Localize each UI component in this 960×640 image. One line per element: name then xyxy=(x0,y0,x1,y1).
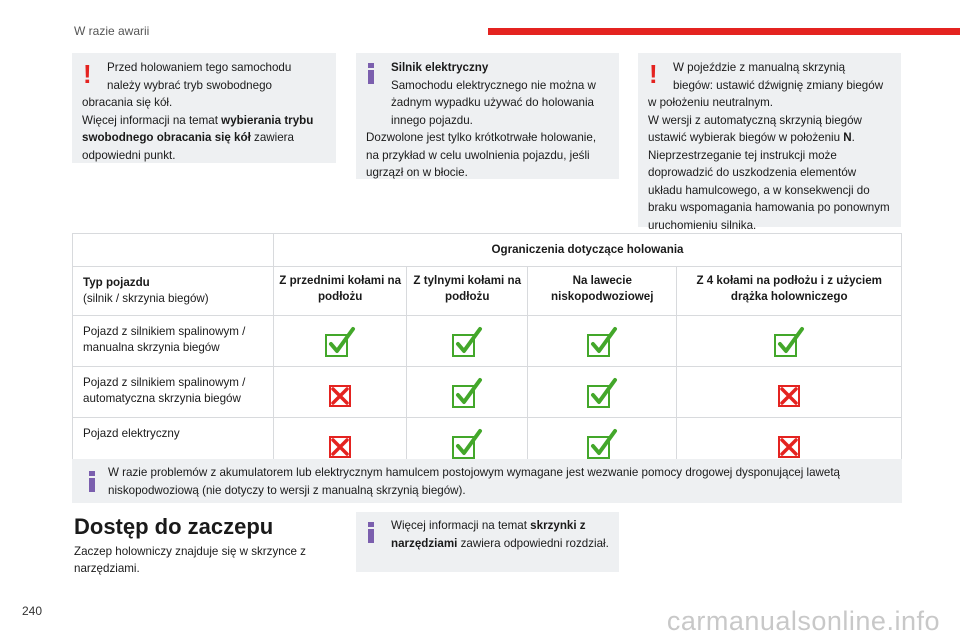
warning-icon: ! xyxy=(649,59,658,89)
note-more-info: Więcej informacji na temat wybierania trybu swobodnego obracania się kół zawiera odpowiedni punkt. xyxy=(82,113,314,162)
row-header-subtitle: (silnik / skrzynia biegów) xyxy=(83,292,209,305)
info-icon xyxy=(368,63,374,84)
towing-limits-table xyxy=(72,233,902,469)
note-line: W pojeździe z manualną skrzynią xyxy=(673,61,846,74)
table-caption: Ograniczenia dotyczące holowania xyxy=(274,234,902,267)
note-warning-text: Nieprzestrzeganie tej instrukcji może doprowadzić do uszkodzenia elementów układu hamulcowego, a w konsekwencji do braku wspomagania hamowania po ponownym uruchomieniu silnika. xyxy=(648,148,890,232)
note-text: Więcej informacji na temat skrzynki z narzędziami zawiera odpowiedni rozdział. xyxy=(391,519,609,550)
note-text: Samochodu elektrycznego nie można w żadnym wypadku używać do holowania innego pojazdu. xyxy=(391,78,596,127)
info-icon xyxy=(89,471,95,492)
table-caption-row xyxy=(73,234,902,267)
allowed-check-icon xyxy=(585,428,619,462)
column-header: Z przednimi kołami na podłożu xyxy=(274,267,407,316)
note-text: W razie problemów z akumulatorem lub elektrycznym hamulcem postojowym wymagane jest wezwanie pomocy drogowej dysponującej lawetą niskopodwoziową (nie dotyczy to wersji z manualną skrzynią biegów). xyxy=(108,466,841,497)
allowed-check-icon xyxy=(450,326,484,360)
note-line: obracania się kół. xyxy=(82,96,173,109)
vehicle-type: Pojazd z silnikiem spalinowym / automatyczna skrzynia biegów xyxy=(73,367,274,418)
status-cell xyxy=(274,367,407,418)
allowed-check-icon xyxy=(450,428,484,462)
page-number: 240 xyxy=(22,604,43,618)
status-cell xyxy=(407,316,528,367)
allowed-check-icon xyxy=(323,326,357,360)
info-note-electric-motor xyxy=(356,53,619,179)
section-heading: Dostęp do zaczepu xyxy=(74,514,274,539)
note-line: w położeniu neutralnym. xyxy=(648,96,774,109)
warning-note-towing-mode xyxy=(72,53,336,163)
allowed-check-icon xyxy=(585,326,619,360)
not-allowed-x-icon xyxy=(772,428,806,462)
note-line: należy wybrać tryb swobodnego xyxy=(107,78,272,92)
status-cell xyxy=(677,367,902,418)
allowed-check-icon xyxy=(585,377,619,411)
warning-icon: ! xyxy=(83,59,92,89)
not-allowed-x-icon xyxy=(323,428,357,462)
allowed-check-icon xyxy=(450,377,484,411)
warning-note-gearbox xyxy=(638,53,901,232)
table-row xyxy=(73,367,902,418)
row-header-cell xyxy=(73,267,274,316)
not-allowed-x-icon xyxy=(772,377,806,411)
info-note-toolbox xyxy=(356,512,619,572)
empty-corner-cell xyxy=(73,234,274,267)
note-title: Silnik elektryczny xyxy=(391,61,489,74)
not-allowed-x-icon xyxy=(323,377,357,411)
watermark-text: carmanualsonline.info xyxy=(666,606,940,636)
table-row xyxy=(73,316,902,367)
allowed-check-icon xyxy=(772,326,806,360)
column-header: Na lawecie niskopodwoziowej xyxy=(528,267,677,316)
status-cell xyxy=(528,367,677,418)
status-cell xyxy=(407,367,528,418)
column-header: Z 4 kołami na podłożu i z użyciem drążka holowniczego xyxy=(677,267,902,316)
row-header-title: Typ pojazdu xyxy=(83,276,150,289)
status-cell xyxy=(528,316,677,367)
column-header: Z tylnymi kołami na podłożu xyxy=(407,267,528,316)
vehicle-type: Pojazd z silnikiem spalinowym / manualna skrzynia biegów xyxy=(73,316,274,367)
vehicle-type: Pojazd elektryczny xyxy=(73,418,274,469)
status-cell xyxy=(677,316,902,367)
info-note-battery xyxy=(72,459,902,503)
header-accent-bar xyxy=(488,28,960,35)
status-cell xyxy=(274,316,407,367)
note-line: biegów: ustawić dźwignię zmiany biegów xyxy=(673,78,884,92)
note-line: Przed holowaniem tego samochodu xyxy=(107,61,292,74)
table-header-row xyxy=(73,267,902,316)
note-text: Dozwolone jest tylko krótkotrwałe holowanie, na przykład w celu uwolnienia pojazdu, jeśli ugrzązł on w błocie. xyxy=(366,131,597,179)
note-automatic: W wersji z automatyczną skrzynią biegów ustawić wybierak biegów w położeniu N. xyxy=(648,113,862,144)
section-text: Zaczep holowniczy znajduje się w skrzynce z narzędziami. xyxy=(74,545,306,575)
running-header: W razie awarii xyxy=(74,24,150,38)
info-icon xyxy=(368,522,374,543)
